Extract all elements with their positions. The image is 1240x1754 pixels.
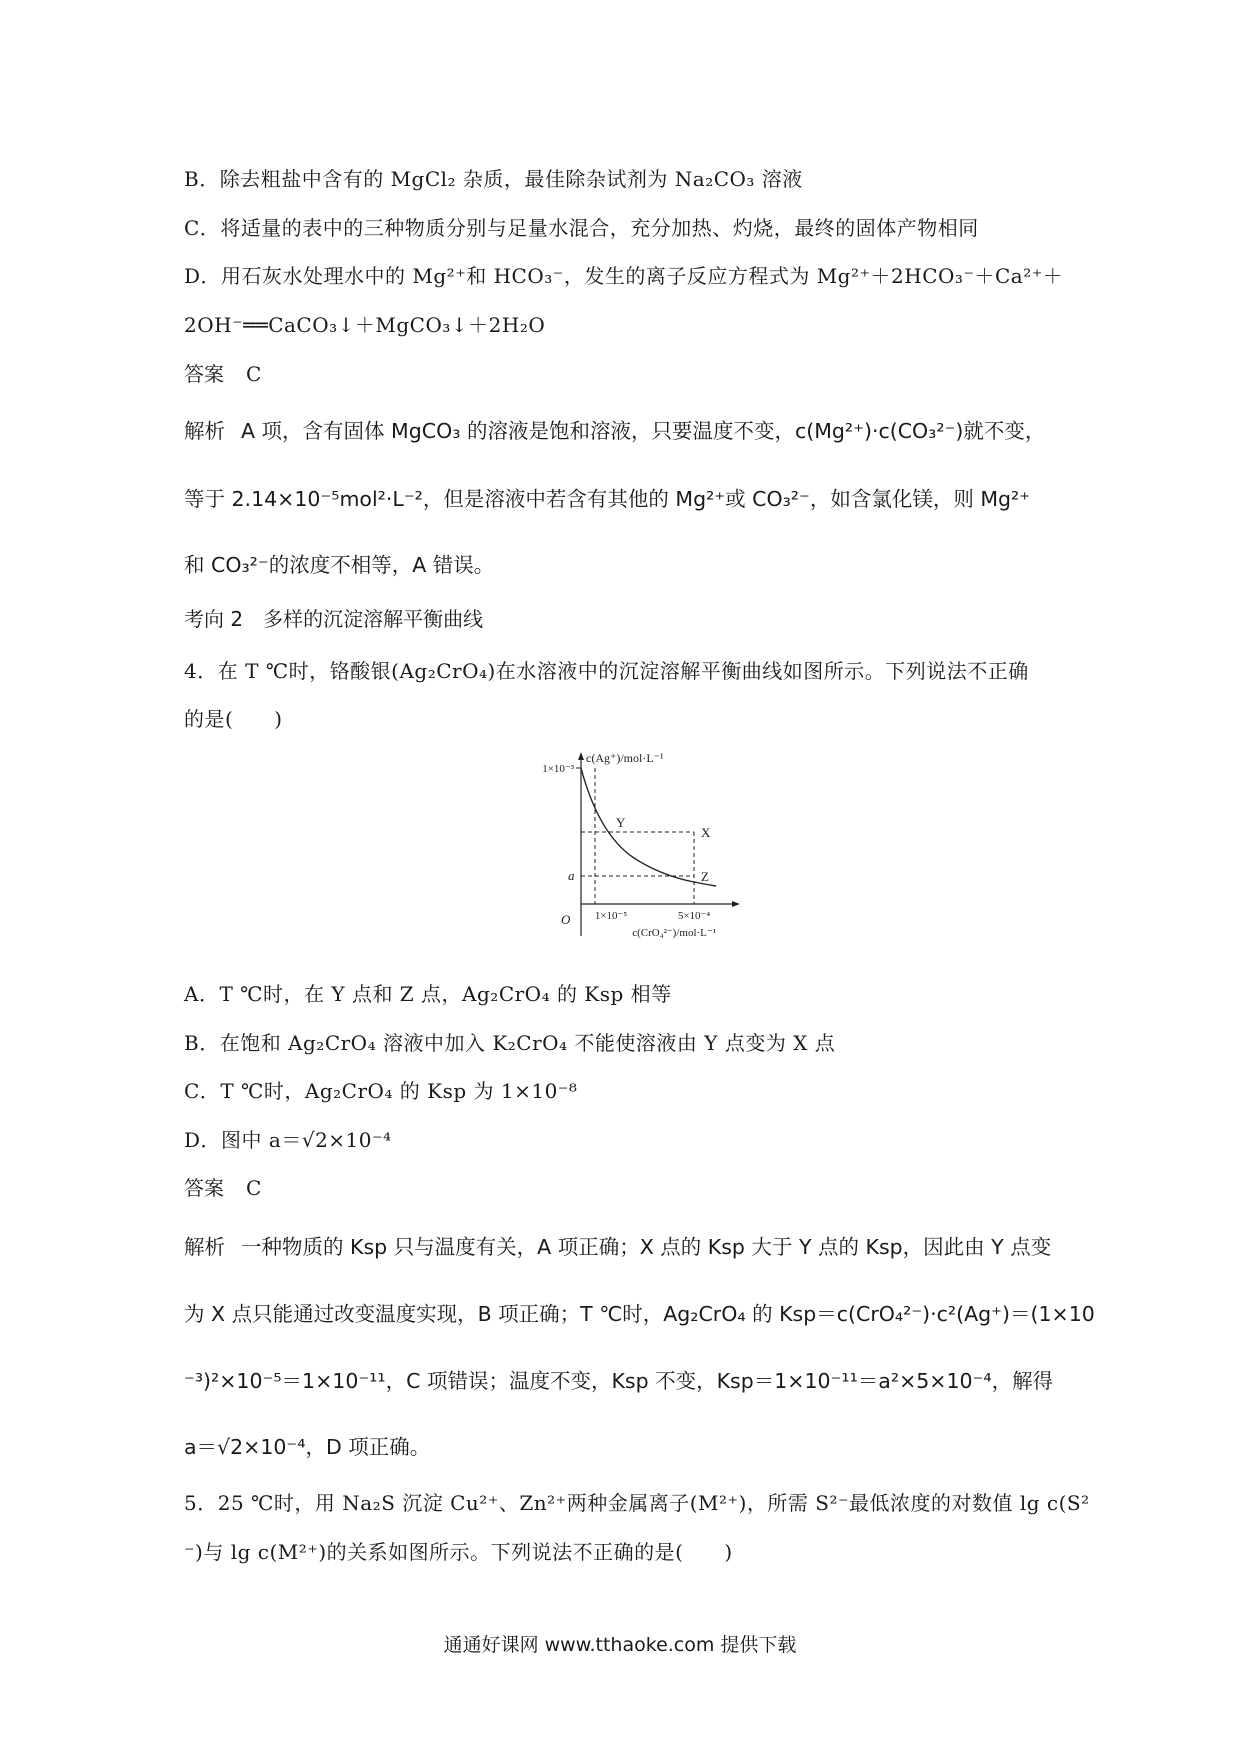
- q4-option-b: [184, 1027, 835, 1056]
- explanation-label: 解析: [184, 1235, 225, 1259]
- origin-label: O: [561, 912, 571, 927]
- q3-explanation: [184, 414, 1045, 444]
- y-tick-top-label: 1×10⁻³: [542, 763, 574, 775]
- point-x-label: X: [701, 825, 711, 840]
- option-text: 将适量的表中的三种物质分别与足量水混合，充分加热、灼烧，最终的固体产物相同: [220, 216, 979, 240]
- option-label: D．: [184, 1128, 222, 1152]
- q4-explanation-line4: a＝√2×10⁻⁴，D 项正确。: [184, 1435, 431, 1459]
- y-axis-arrow: [578, 752, 584, 760]
- q4-stem-line2: 的是( ): [184, 707, 283, 731]
- y-tick-a-label: a: [568, 868, 575, 883]
- q3-option-d-cont: 2OH⁻══CaCO₃↓＋MgCO₃↓＋2H₂O: [184, 313, 546, 337]
- q5-stem-line2: ⁻)与 lg c(M²⁺)的关系如图所示。下列说法不正确的是( ): [184, 1540, 733, 1564]
- q4-explanation-line2: 为 X 点只能通过改变温度实现，B 项正确；T ℃时，Ag₂CrO₄ 的 Ksp＝c(CrO₄²⁻)·c²(Ag⁺)＝(1×10: [184, 1302, 1095, 1326]
- option-label: B．: [184, 167, 220, 191]
- page-footer: 通通好课网 www.tthaoke.com 提供下载: [443, 1634, 797, 1656]
- q4-stem: 4．在 T ℃时，铬酸银(Ag₂CrO₄)在水溶液中的沉淀溶解平衡曲线如图所示。下列说法不正确: [184, 659, 1029, 683]
- option-label: A．: [184, 982, 220, 1006]
- option-text: T ℃时，Ag₂CrO₄ 的 Ksp 为 1×10⁻⁸: [220, 1079, 578, 1103]
- option-label: C．: [184, 216, 221, 240]
- option-label: D．: [184, 264, 222, 288]
- option-text: 图中 a＝√2×10⁻⁴: [221, 1128, 392, 1152]
- q4-explanation: [184, 1230, 1051, 1260]
- x-axis-label: c(CrO₄²⁻)/mol·L⁻¹: [632, 927, 716, 939]
- q4-option-d: [184, 1124, 392, 1153]
- q3-option-d: [184, 260, 1063, 289]
- section-heading: [184, 603, 483, 632]
- point-y-label: Y: [616, 815, 626, 830]
- explanation-text: A 项，含有固体 MgCO₃ 的溶液是饱和溶液，只要温度不变，c(Mg²⁺)·c(CO₃²⁻)就不变，: [241, 419, 1046, 443]
- q3-explanation-line2: 等于 2.14×10⁻⁵mol²·L⁻²，但是溶液中若含有其他的 Mg²⁺或 CO₃²⁻，如含氯化镁，则 Mg²⁺: [184, 487, 1031, 511]
- option-text: T ℃时，在 Y 点和 Z 点，Ag₂CrO₄ 的 Ksp 相等: [219, 982, 672, 1006]
- option-label: C．: [184, 1079, 221, 1103]
- answer-label: 答案: [184, 1176, 224, 1200]
- q3-explanation-line3: 和 CO₃²⁻的浓度不相等，A 错误。: [184, 553, 495, 577]
- explanation-label: 解析: [184, 419, 225, 443]
- explanation-text: 一种物质的 Ksp 只与温度有关，A 项正确；X 点的 Ksp 大于 Y 点的 Ksp，因此由 Y 点变: [241, 1235, 1052, 1259]
- option-text: 在饱和 Ag₂CrO₄ 溶液中加入 K₂CrO₄ 不能使溶液由 Y 点变为 X 点: [219, 1031, 836, 1055]
- x-axis-arrow: [732, 901, 740, 907]
- x-tick-2-label: 5×10⁻⁴: [677, 910, 711, 922]
- answer-label: 答案: [184, 362, 224, 386]
- answer-value: C: [246, 362, 262, 386]
- q4-option-c: [184, 1075, 577, 1104]
- option-text: 除去粗盐中含有的 MgCl₂ 杂质，最佳除杂试剂为 Na₂CO₃ 溶液: [219, 167, 803, 191]
- answer-value: C: [246, 1176, 262, 1200]
- q3-answer: [184, 358, 261, 387]
- solubility-curve: [581, 768, 716, 886]
- q3-option-c: [184, 212, 979, 241]
- solubility-curve-figure: [494, 748, 754, 958]
- option-label: B．: [184, 1031, 220, 1055]
- q3-option-b: [184, 163, 803, 192]
- option-text: 用石灰水处理水中的 Mg²⁺和 HCO₃⁻，发生的离子反应方程式为 Mg²⁺＋2HCO₃⁻＋Ca²⁺＋: [221, 264, 1064, 288]
- section-title: 多样的沉淀溶解平衡曲线: [263, 607, 484, 631]
- y-axis-label: c(Ag⁺)/mol·L⁻¹: [586, 751, 664, 765]
- q4-answer: [184, 1172, 261, 1201]
- q4-explanation-line3: ⁻³)²×10⁻⁵＝1×10⁻¹¹，C 项错误；温度不变，Ksp 不变，Ksp＝1×10⁻¹¹＝a²×5×10⁻⁴，解得: [184, 1369, 1054, 1393]
- q4-option-a: [184, 978, 672, 1007]
- x-tick-1-label: 1×10⁻⁵: [594, 910, 628, 922]
- section-number: 考向 2: [184, 607, 244, 631]
- point-z-label: Z: [701, 869, 709, 884]
- q5-stem: 5．25 ℃时，用 Na₂S 沉淀 Cu²⁺、Zn²⁺两种金属离子(M²⁺)，所需 S²⁻最低浓度的对数值 lg c(S²: [184, 1491, 1090, 1515]
